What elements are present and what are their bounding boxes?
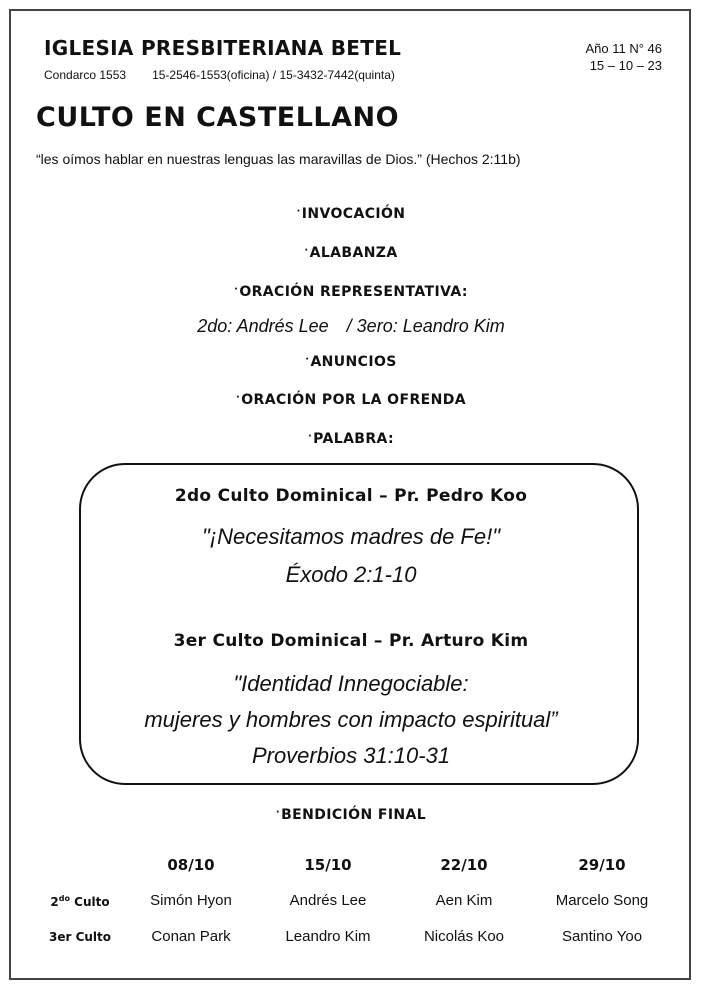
order-benediction	[0, 807, 702, 823]
order-label: ORACIÓN REPRESENTATIVA:	[239, 284, 468, 300]
table-cell: Santino Yoo	[561, 928, 643, 945]
bullet: ·	[236, 392, 241, 403]
service-title: CULTO EN CASTELLANO	[36, 102, 400, 133]
date-header: 29/10	[578, 856, 626, 874]
sermon-3rd-passage: Proverbios 31:10-31	[251, 743, 451, 768]
sermon-box	[79, 463, 639, 785]
order-label: INVOCACIÓN	[301, 206, 406, 222]
table-cell: Aen Kim	[435, 892, 493, 909]
theme-verse: “les oímos hablar en nuestras lenguas las maravillas de Dios.” (Hechos 2:11b)	[36, 151, 521, 167]
table-cell: Leandro Kim	[285, 928, 371, 945]
prayer-3rd: / 3ero: Leandro Kim	[346, 316, 505, 336]
bullet: ·	[307, 431, 313, 442]
row-label-number: 2	[50, 895, 59, 909]
table-cell: Andrés Lee	[289, 892, 367, 909]
table-cell: Simón Hyon	[150, 892, 232, 909]
bullet: ·	[305, 354, 310, 365]
issue-info	[585, 40, 662, 74]
issue-number: Año 11 N° 46	[585, 41, 662, 56]
row-label-3er: 3er Culto	[48, 930, 112, 944]
bullet: ·	[234, 284, 239, 295]
prayer-leaders	[0, 316, 702, 337]
sermon-3rd-title-line2: mujeres y hombres con impacto espiritual”	[144, 707, 558, 732]
order-invocation	[0, 206, 702, 222]
order-word	[0, 431, 702, 447]
row-label-2do	[30, 894, 130, 909]
row-label-sup: do	[58, 894, 70, 903]
table-cell: Marcelo Song	[555, 892, 649, 909]
row-label-text: Culto	[69, 895, 110, 909]
prayer-2nd: 2do: Andrés Lee	[197, 316, 329, 336]
order-label: ORACIÓN POR LA OFRENDA	[241, 392, 466, 408]
date-header: 22/10	[440, 856, 488, 874]
order-representative-prayer	[0, 284, 702, 300]
bullet: ·	[275, 807, 281, 818]
date-header: 08/10	[167, 856, 215, 874]
sermon-2nd-passage: Éxodo 2:1-10	[285, 562, 417, 587]
table-cell: Conan Park	[151, 928, 231, 945]
order-label: PALABRA:	[313, 431, 395, 447]
sermon-3rd-heading: 3er Culto Dominical – Pr. Arturo Kim	[173, 631, 529, 651]
sermon-2nd-title: "¡Necesitamos madres de Fe!"	[201, 524, 501, 549]
contact-line	[44, 68, 395, 82]
issue-date: 15 – 10 – 23	[589, 58, 662, 73]
sermon-2nd-heading: 2do Culto Dominical – Pr. Pedro Koo	[174, 486, 528, 506]
table-cell: Nicolás Koo	[423, 928, 505, 945]
order-offering-prayer	[0, 392, 702, 408]
order-label: ALABANZA	[309, 245, 398, 261]
order-praise	[0, 245, 702, 261]
date-header: 15/10	[304, 856, 352, 874]
order-announcements	[0, 354, 702, 370]
order-label: ANUNCIOS	[310, 354, 397, 370]
sermon-3rd-title-line1: "Identidad Innegociable:	[233, 671, 469, 696]
order-label: BENDICIÓN FINAL	[281, 807, 427, 823]
church-name: IGLESIA PRESBITERIANA BETEL	[44, 36, 402, 60]
bullet: ·	[296, 206, 301, 217]
address: Condarco 1553	[44, 68, 127, 82]
phone-numbers: 15-2546-1553(oficina) / 15-3432-7442(quinta)	[152, 68, 395, 82]
bullet: ·	[304, 245, 309, 256]
